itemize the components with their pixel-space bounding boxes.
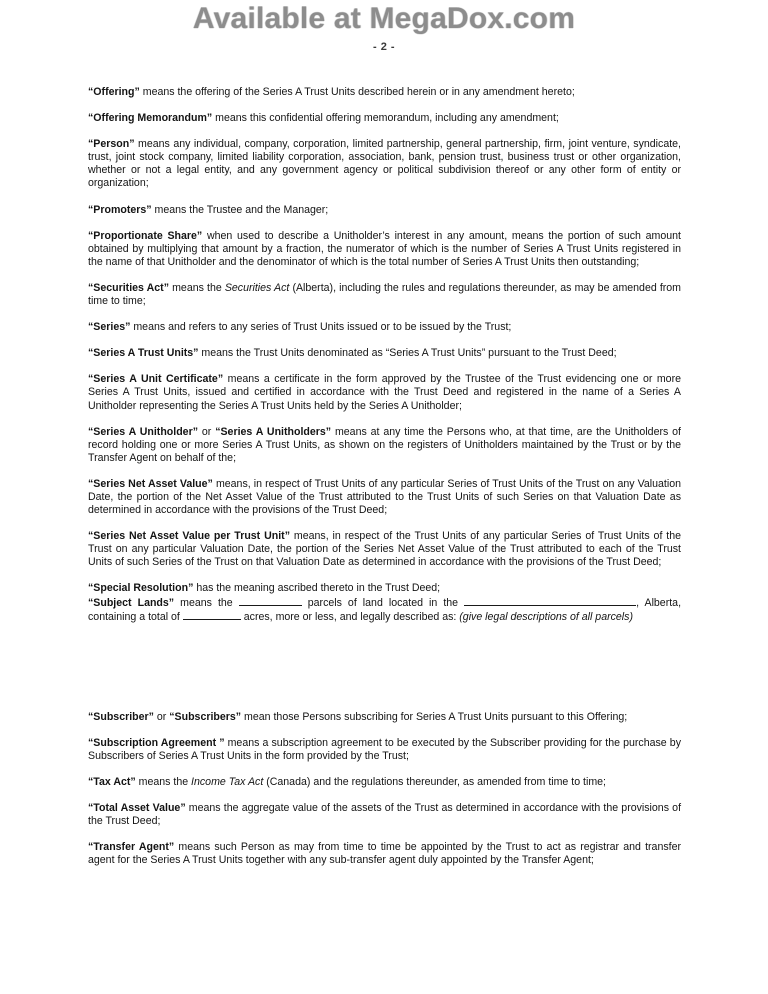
definition-term-series: “Series” xyxy=(88,321,131,334)
subject-lands-blank-acres[interactable] xyxy=(183,610,241,620)
definition-transfer-agent xyxy=(88,841,681,867)
definition-text-series-net-asset-value: means, in respect of Trust Units of any particular Series of Trust Units of the Trust on any Valuation Date, the portion of the Net Asset Value of the Trust attributed to the Trust Units of such Series on that Valuation Date as determined in accordance with the provisions of the Trust Deed; xyxy=(88,477,681,517)
subject-lands-segment-2: parcels of land located in the xyxy=(301,596,465,609)
definition-term-alt-series-a-unitholder: “Series A Unitholders” xyxy=(215,425,332,438)
definition-text-person: means any individual, company, corporation, limited partnership, general partnership, firm, joint venture, syndicate, trust, joint stock company, limited liability corporation, association, bank, pension trust, business trust or other organization, whether or not a legal entity, and any government agency or political subdivision thereof or any other form of entity or organization; xyxy=(88,138,681,190)
definition-text-tail-securities-act: (Alberta), including the rules and regulations thereunder, as may be amended from time to time; xyxy=(88,281,682,308)
subject-lands-segment-1: means the xyxy=(174,596,239,609)
definition-text-subscription-agreement: means a subscription agreement to be executed by the Subscriber providing for the purchase by Subscribers of Series A Trust Units in the form provided by the Trust; xyxy=(88,736,681,762)
definition-text-tax-act: means the xyxy=(135,776,192,788)
definition-text-series: means and refers to any series of Trust Units issued or to be issued by the Trust; xyxy=(130,321,512,334)
definition-promoters xyxy=(88,204,681,217)
definition-term-series-net-asset-value: “Series Net Asset Value” xyxy=(88,477,213,490)
definition-text-proportionate-share: when used to describe a Unitholder’s interest in any amount, means the portion of such amount obtained by multiplying that amount by a fraction, the numerator of which is the number of Series A Trust Units registered in the name of that Unitholder and the denominator of which is the total number of Series A Trust Units then outstanding; xyxy=(88,229,682,268)
document-body xyxy=(88,86,681,867)
definition-conjunction-subscriber: or xyxy=(153,710,170,723)
subject-lands-blank-location[interactable] xyxy=(464,596,636,606)
definition-text-subscriber: mean those Persons subscribing for Series A Trust Units pursuant to this Offering; xyxy=(241,710,628,723)
definition-term-offering: “Offering” xyxy=(88,86,140,98)
definition-term-series-a-unit-certificate: “Series A Unit Certificate” xyxy=(88,373,224,386)
definition-conjunction-series-a-unitholder: or xyxy=(198,425,216,438)
definition-text-securities-act: means the xyxy=(169,281,225,294)
page-number: - 2 - xyxy=(372,41,396,53)
definition-term-proportionate-share: “Proportionate Share” xyxy=(88,229,203,242)
definition-text-special-resolution: has the meaning ascribed thereto in the Trust Deed; xyxy=(193,582,441,595)
definition-special-resolution xyxy=(88,582,681,595)
definition-term-subscription-agreement: “Subscription Agreement ” xyxy=(88,736,225,749)
definition-term-subscriber: “Subscriber” xyxy=(88,710,154,723)
definition-term-person: “Person” xyxy=(88,138,135,151)
definition-securities-act xyxy=(88,282,681,308)
definition-term-series-a-trust-units: “Series A Trust Units” xyxy=(88,347,199,360)
subject-lands-blank-parcel-count[interactable] xyxy=(239,596,302,606)
definition-series-a-unit-certificate xyxy=(88,373,681,412)
definition-term-securities-act: “Securities Act” xyxy=(88,281,170,294)
definition-offering-memorandum xyxy=(88,112,681,125)
definition-text-series-a-unitholder: means at any time the Persons who, at that time, are the Unitholders of record holding one or more Series A Trust Units, as shown on the registers of Unitholders maintained by the Trust or by the Transfer Agent on behalf of the; xyxy=(88,425,681,464)
definition-series xyxy=(88,321,681,334)
definition-subscription-agreement xyxy=(88,737,681,763)
definition-text-series-net-asset-value-per-trust-unit: means, in respect of the Trust Units of any particular Series of Trust Units of the Trust on any particular Valuation Date, the portion of the Series Net Asset Value of the Trust attributed to each of the Trust Units of such Series of the Trust on that Valuation Date as determined in accordance with the provisions of the Trust Deed; xyxy=(88,530,682,569)
definition-tax-act xyxy=(88,776,681,789)
definition-series-a-trust-units xyxy=(88,347,681,360)
definition-proportionate-share xyxy=(88,230,681,269)
subject-lands-segment-4: acres, more or less, and legally described as: xyxy=(240,610,460,623)
subject-lands-segment-3: , Alberta, containing a total of xyxy=(88,596,682,623)
definition-term-subject-lands: “Subject Lands” xyxy=(88,596,175,609)
definition-term-series-a-unitholder: “Series A Unitholder” xyxy=(88,425,198,438)
definitions-list-upper xyxy=(88,86,681,596)
definition-text-transfer-agent: means such Person as may from time to time be appointed by the Trust to act as registrar and transfer agent for the Series A Trust Units together with any sub-transfer agent duly appointed by the Transfer Agent; xyxy=(88,841,681,867)
definition-text-promoters: means the Trustee and the Manager; xyxy=(151,203,329,216)
statute-name-securities-act: Securities Act xyxy=(224,281,290,294)
definition-subject-lands xyxy=(88,596,681,624)
subject-lands-instruction-note: (give legal descriptions of all parcels) xyxy=(459,610,633,623)
definition-text-offering: means the offering of the Series A Trust Units described herein or in any amendment hereto; xyxy=(139,86,575,98)
definition-text-series-a-trust-units: means the Trust Units denominated as “Series A Trust Units” pursuant to the Trust Deed; xyxy=(198,347,617,360)
definition-term-special-resolution: “Special Resolution” xyxy=(88,582,194,595)
definition-offering xyxy=(88,86,681,99)
definition-term-tax-act: “Tax Act” xyxy=(88,776,136,788)
definition-subscriber xyxy=(88,711,681,724)
definition-series-net-asset-value xyxy=(88,478,681,517)
definition-term-offering-memorandum: “Offering Memorandum” xyxy=(88,112,213,125)
definition-text-total-asset-value: means the aggregate value of the assets of the Trust as determined in accordance with the provisions of the Trust Deed; xyxy=(88,802,682,828)
definition-series-a-unitholder xyxy=(88,426,681,465)
definition-text-series-a-unit-certificate: means a certificate in the form approved by the Trustee of the Trust evidencing one or more Series A Trust Units, issued and certified in accordance with the Trust Deed and registered in the name of a Series A Unitholder representing the Series A Trust Units held by the Series A Unitholder; xyxy=(88,373,681,412)
page-blank-gap xyxy=(88,637,681,711)
megadox-watermark: Available at MegaDox.com xyxy=(192,2,576,35)
definition-text-tail-tax-act: (Canada) and the regulations thereunder, as amended from time to time; xyxy=(263,776,607,788)
definition-series-net-asset-value-per-trust-unit xyxy=(88,530,681,569)
definition-term-series-net-asset-value-per-trust-unit: “Series Net Asset Value per Trust Unit” xyxy=(88,530,291,543)
definition-term-transfer-agent: “Transfer Agent” xyxy=(88,841,175,854)
definition-term-alt-subscriber: “Subscribers” xyxy=(169,710,242,723)
statute-name-tax-act: Income Tax Act xyxy=(191,776,264,788)
definitions-list-lower xyxy=(88,711,681,868)
definition-term-total-asset-value: “Total Asset Value” xyxy=(88,802,186,815)
definition-total-asset-value xyxy=(88,802,681,828)
definition-text-offering-memorandum: means this confidential offering memorandum, including any amendment; xyxy=(212,112,559,125)
definition-person xyxy=(88,138,681,190)
definition-term-promoters: “Promoters” xyxy=(88,203,152,216)
